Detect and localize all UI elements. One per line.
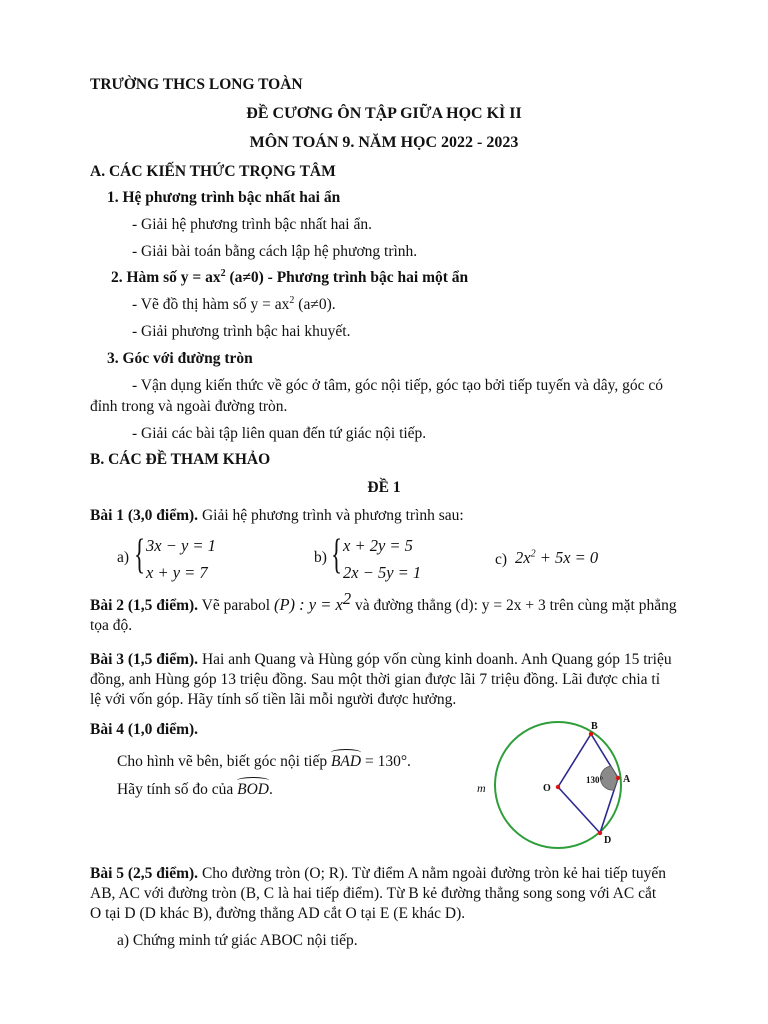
topic-2-item: - Giải phương trình bậc hai khuyết.	[132, 323, 351, 340]
bai1-a-label: a)	[117, 549, 130, 566]
bai2-prompt-cont: tọa độ.	[90, 617, 133, 634]
bai3-prompt-cont: đồng, anh Hùng góp 13 triệu đồng. Sau một thời gian được lãi 7 triệu đồng. Lãi được chia tỉ	[90, 671, 661, 688]
brace-symbol: {	[331, 532, 343, 578]
circle-figure	[470, 715, 650, 855]
bai3-prompt-cont: lệ với vốn góp. Hãy tính số tiền lãi mỗi người được hưởng.	[90, 691, 457, 708]
exam-label: ĐỀ 1	[367, 479, 401, 496]
topic-3-title: 3. Góc với đường tròn	[107, 350, 253, 367]
topic-1-item: - Giải bài toán bằng cách lập hệ phương trình.	[132, 243, 418, 260]
section-a-heading: A. CÁC KIẾN THỨC TRỌNG TÂM	[90, 163, 336, 180]
topic-1-title: 1. Hệ phương trình bậc nhất hai ẩn	[107, 189, 341, 206]
bai1-a-eq2: x + y = 7	[146, 563, 208, 582]
bai5-prompt-cont: AB, AC với đường tròn (B, C là hai tiếp điểm). Từ B kẻ đường thẳng song song với AC cắt	[90, 885, 657, 902]
topic-3-item: - Giải các bài tập liên quan đến tứ giác nội tiếp.	[132, 425, 427, 442]
topic-3-item: - Vận dụng kiến thức về góc ở tâm, góc nội tiếp, góc tạo bởi tiếp tuyến và dây, góc có	[132, 377, 663, 394]
doc-subtitle: MÔN TOÁN 9. NĂM HỌC 2022 - 2023	[249, 134, 519, 151]
point-d	[598, 831, 602, 835]
section-b-heading: B. CÁC ĐỀ THAM KHẢO	[90, 451, 271, 468]
topic-2-item: - Vẽ đồ thị hàm số $y = ax^2$ (a≠0).	[132, 294, 336, 313]
bai2-prompt: Bài 2 (1,5 điểm). Vẽ parabol (P) : $y = x^2$ và đường thẳng (d): y = 2x + 3 trên cùng mặt phẳng	[90, 588, 677, 614]
label-a: A	[623, 774, 631, 785]
segment-od	[558, 787, 600, 833]
bai4-line1: Cho hình vẽ bên, biết góc nội tiếp BAD = 130°.	[117, 753, 411, 770]
label-b: B	[591, 721, 598, 732]
angle-label: 130°	[586, 775, 604, 785]
school-name: TRƯỜNG THCS LONG TOÀN	[90, 76, 303, 93]
bai5-prompt-cont: O tại D (D khác B), đường thẳng AD cắt O tại E (E khác D).	[90, 905, 466, 922]
label-m: m	[477, 781, 486, 795]
topic-2-title: 2. Hàm số $y = ax^2$ (a≠0) - Phương trình bậc hai một ẩn	[111, 267, 469, 286]
bai5-prompt: Bài 5 (2,5 điểm). Cho đường tròn (O; R). Từ điểm A nằm ngoài đường tròn kẻ hai tiếp tuyến	[90, 865, 666, 882]
brace-symbol: {	[134, 532, 146, 578]
topic-1-item: - Giải hệ phương trình bậc nhất hai ẩn.	[132, 216, 372, 233]
label-o: O	[543, 783, 551, 794]
bai3-prompt: Bài 3 (1,5 điểm). Hai anh Quang và Hùng góp vốn cùng kinh doanh. Anh Quang góp 15 triệu	[90, 651, 672, 668]
doc-title: ĐỀ CƯƠNG ÔN TẬP GIỮA HỌC KÌ II	[246, 105, 522, 122]
point-a	[616, 776, 620, 780]
bai1-a-eq1: 3x − y = 1	[146, 536, 216, 555]
bai4-line2: Hãy tính số đo của BOD.	[117, 781, 273, 798]
label-d: D	[604, 835, 612, 846]
topic-3-item-cont: đỉnh trong và ngoài đường tròn.	[90, 398, 288, 415]
point-o	[556, 785, 560, 789]
bai4-label: Bài 4 (1,0 điểm).	[90, 721, 199, 738]
bai1-c-label: c)	[495, 551, 508, 568]
bai1-b-label: b)	[314, 549, 327, 566]
bai1-prompt: Bài 1 (3,0 điểm). Giải hệ phương trình và phương trình sau:	[90, 507, 464, 524]
bai5-part-a: a) Chứng minh tứ giác ABOC nội tiếp.	[117, 932, 358, 949]
bai1-b-eq1: x + 2y = 5	[343, 536, 413, 555]
point-b	[589, 732, 593, 736]
bai1-b-eq2: 2x − 5y = 1	[343, 563, 422, 582]
bai1-c-eq: $2x^2 + 5x = 0$	[515, 548, 599, 567]
